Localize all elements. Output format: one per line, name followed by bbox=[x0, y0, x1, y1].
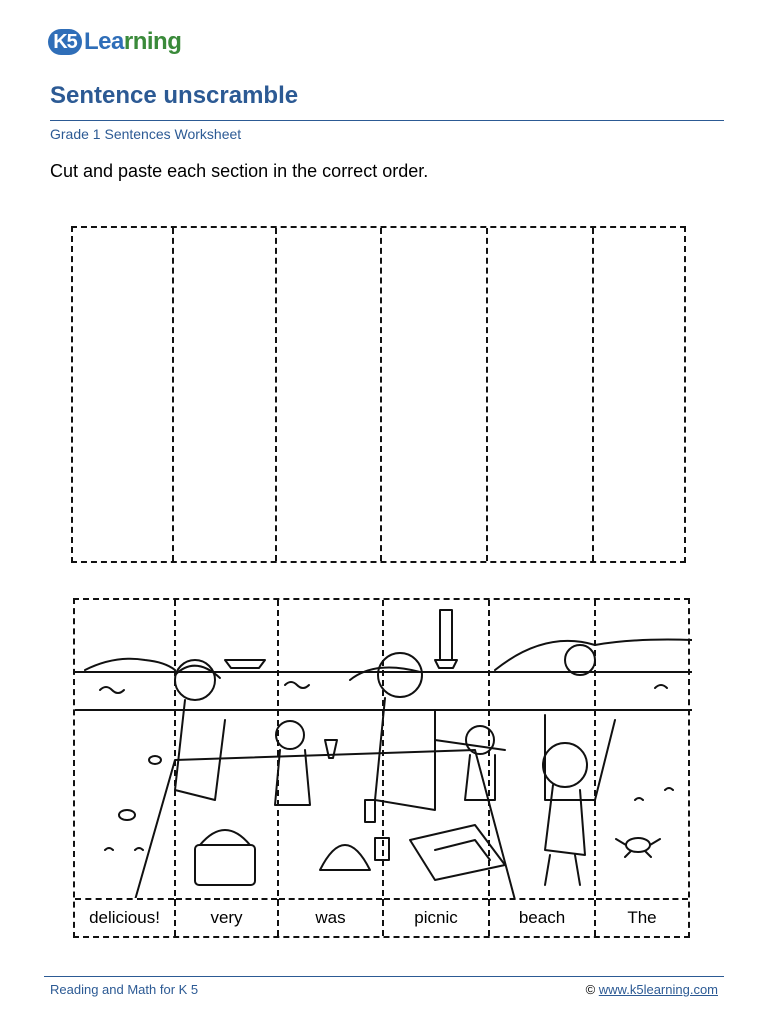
strip-word: picnic bbox=[384, 898, 488, 936]
page-title: Sentence unscramble bbox=[50, 82, 299, 109]
footer-website-link[interactable]: www.k5learning.com bbox=[598, 982, 718, 997]
page-subtitle: Grade 1 Sentences Worksheet bbox=[50, 126, 242, 142]
paste-slot-4[interactable] bbox=[382, 228, 488, 561]
k5-learning-logo bbox=[48, 22, 181, 62]
paste-slot-6[interactable] bbox=[594, 228, 684, 561]
k5-badge-icon: K5 bbox=[48, 29, 82, 55]
strip-2[interactable] bbox=[176, 600, 279, 936]
paste-slot-1[interactable] bbox=[73, 228, 174, 561]
paste-slot-2[interactable] bbox=[174, 228, 277, 561]
logo-wordmark: Learning bbox=[84, 28, 182, 55]
title-divider bbox=[50, 120, 724, 121]
paste-slot-3[interactable] bbox=[277, 228, 382, 561]
strip-word: very bbox=[176, 898, 277, 936]
strip-4[interactable] bbox=[384, 600, 490, 936]
footer-tagline: Reading and Math for K 5 bbox=[50, 982, 199, 997]
strip-6[interactable] bbox=[596, 600, 688, 936]
paste-area-grid bbox=[71, 226, 686, 563]
footer-copyright bbox=[586, 982, 718, 997]
footer-divider bbox=[44, 976, 724, 977]
strip-5[interactable] bbox=[490, 600, 596, 936]
picture-strips bbox=[73, 598, 690, 938]
strip-1[interactable] bbox=[75, 600, 176, 936]
strip-word: beach bbox=[490, 898, 594, 936]
strip-word: delicious! bbox=[75, 898, 174, 936]
instructions-text: Cut and paste each section in the correct order. bbox=[50, 161, 429, 181]
copyright-symbol: © bbox=[585, 982, 596, 997]
paste-slot-5[interactable] bbox=[488, 228, 594, 561]
strip-word: was bbox=[279, 898, 382, 936]
strip-word: The bbox=[596, 898, 688, 936]
strip-3[interactable] bbox=[279, 600, 384, 936]
